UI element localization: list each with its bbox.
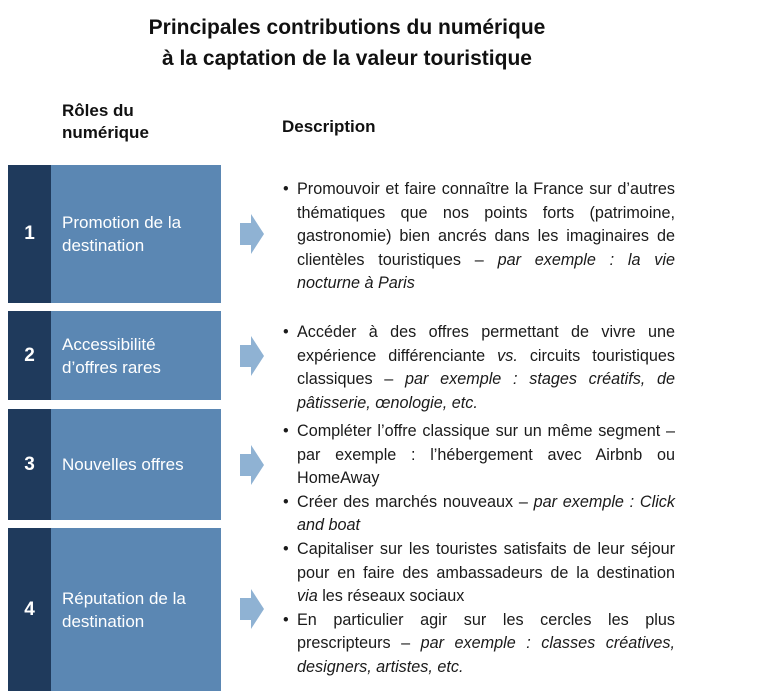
title-line-2: à la captation de la valeur touristique <box>162 47 532 70</box>
roles-header-line-2: numérique <box>62 123 149 142</box>
row-3-role-line-1: Nouvelles offres <box>62 455 184 474</box>
bullet-text-segment: Promouvoir et faire connaître la France sur d’autres thématiques que nos points forts (patrimoine, gastronomie) bien ancrés dans les imaginaires de clientèles touristiques – <box>297 180 675 269</box>
row-4-description <box>283 538 675 679</box>
bullet-marker: • <box>283 492 289 511</box>
bullet-text-segment: par exemple : stages créatifs, de pâtisserie, œnologie, etc. <box>297 370 676 412</box>
bullet-marker: • <box>283 540 289 558</box>
bullet-marker: • <box>283 180 289 198</box>
row-4-role-line-2: destination <box>62 611 145 631</box>
row-1-number: 1 <box>24 223 35 244</box>
row-4-arrow-shape <box>240 589 264 629</box>
row-3-bullet-1 <box>283 420 675 491</box>
row-2-role-cell <box>51 311 221 400</box>
row-3-number-cell <box>8 409 51 520</box>
row-1-role-line-1: Promotion de la <box>62 213 182 232</box>
row-4-bullet-2 <box>283 609 675 680</box>
bullet-text-segment: par exemple : classes créatives, designers, artistes, etc. <box>297 634 675 676</box>
description-column-header: Description <box>282 117 376 136</box>
bullet-marker: • <box>283 323 289 341</box>
title-line-1: Principales contributions du numérique <box>148 16 546 39</box>
bullet-marker: • <box>283 610 289 629</box>
row-2-role-line-2: d’offres rares <box>62 357 161 377</box>
bullet-text-segment: En particulier agir sur les cercles les plus prescripteurs – <box>297 610 675 652</box>
bullet-text-segment: Créer des marchés nouveaux – <box>297 492 534 511</box>
bullet-text-segment: circuits touristiques classiques – <box>297 346 675 388</box>
roles-column-header <box>62 100 149 144</box>
bullet-text-segment: par exemple : Click and boat <box>297 492 675 534</box>
row-1-role-cell <box>51 165 221 303</box>
row-4-number: 4 <box>24 598 35 620</box>
row-3-arrow-icon <box>240 445 264 485</box>
bullet-text-segment: Capitaliser sur les touristes satisfaits de leur séjour pour en faire des ambassadeurs de la destination <box>297 540 675 582</box>
bullet-text-segment: via <box>297 587 318 605</box>
row-1-bullet-1 <box>283 178 675 296</box>
row-3-arrow-shape <box>240 445 264 485</box>
row-1-description <box>283 178 675 296</box>
row-3-bullet-2 <box>283 491 675 538</box>
row-4-role-line-1: Réputation de la <box>62 588 186 608</box>
row-2-arrow-shape <box>240 336 264 376</box>
bullet-text-segment: par exemple : la vie nocturne à Paris <box>297 250 675 292</box>
row-1-number-cell <box>8 165 51 303</box>
row-4-bullet-1 <box>283 538 675 609</box>
row-3-role-cell <box>51 409 221 520</box>
bullet-marker: • <box>283 422 289 440</box>
bullet-text <box>297 538 675 609</box>
row-2-number-cell <box>8 311 51 400</box>
row-4-number-cell <box>8 528 51 691</box>
row-1-role-line-2: destination <box>62 236 145 255</box>
bullet-text-segment: vs. <box>497 346 518 365</box>
bullet-text-segment: Accéder à des offres permettant de vivre une expérience différenciante <box>297 323 675 365</box>
bullet-text <box>297 420 675 491</box>
bullet-text <box>297 178 675 296</box>
page-title <box>0 12 694 74</box>
row-2-role-line-1: Accessibilité <box>62 334 156 354</box>
bullet-text-segment: Compléter l’offre classique sur un même segment – par exemple : l’hébergement avec Airbnb ou HomeAway <box>297 422 675 487</box>
roles-header-line-1: Rôles du <box>62 101 134 120</box>
bullet-text <box>297 321 675 415</box>
row-1-arrow-shape <box>240 214 264 254</box>
row-4-arrow-icon <box>240 589 264 629</box>
row-3-description <box>283 420 675 538</box>
row-2-bullet-1 <box>283 321 675 415</box>
row-2-number: 2 <box>24 344 35 366</box>
row-2-arrow-icon <box>240 336 264 376</box>
row-2-description <box>283 321 675 415</box>
row-4-role-cell <box>51 528 221 691</box>
row-1-arrow-icon <box>240 214 264 254</box>
bullet-text <box>297 609 675 680</box>
bullet-text-segment: les réseaux sociaux <box>317 587 465 605</box>
bullet-text <box>297 491 675 538</box>
row-3-number: 3 <box>24 453 35 475</box>
